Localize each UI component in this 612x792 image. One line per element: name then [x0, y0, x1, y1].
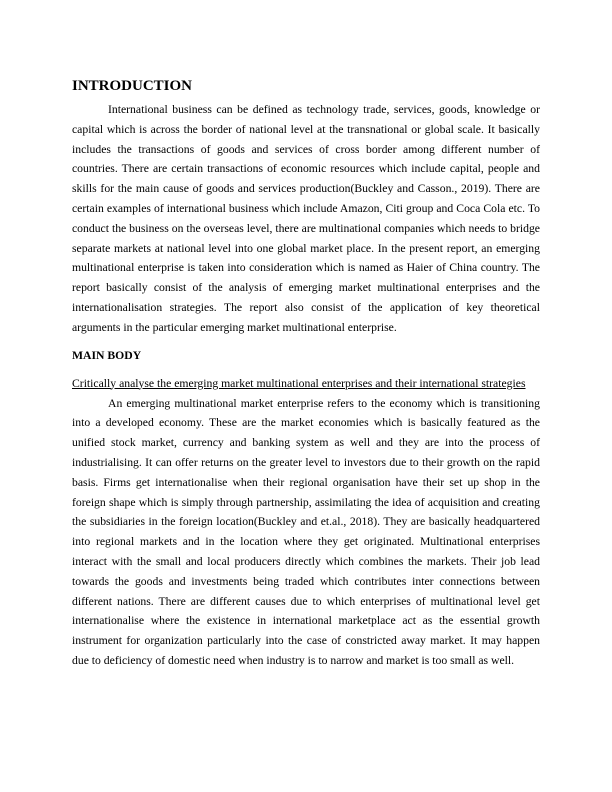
- document-page: [72, 76, 540, 671]
- main-body-heading: MAIN BODY: [72, 348, 142, 362]
- introduction-heading: INTRODUCTION: [72, 78, 193, 94]
- main-body-paragraph: An emerging multinational market enterprise refers to the economy which is transitioning into a developed economy. These are the market economies which is basically featured as the unified stock market, currency and banking system as well and they are into the process of industrialising. It can offer returns on the greater level to investors due to their growth on the rapid basis. Firms get internationalise when their regional organisation have their set up shop in the foreign shape which is simply through partnership, assimilating the idea of acquisition and creating the subsidiaries in the foreign location(Buckley and et.al., 2018). They are basically headquartered into regional markets and in the location where they get originated. Multinational enterprises interact with the small and local producers directly which combines the markets. Their job lead towards the goods and investments being traded which contributes inter connections between different nations. There are different causes due to which enterprises of multinational level get internationalise where the existence in international marketplace act as the essential growth instrument for organization particularly into the case of constricted away market. It may happen due to deficiency of domestic need when industry is to narrow and market is too small as well.: [72, 396, 540, 667]
- introduction-paragraph: International business can be defined as technology trade, services, goods, knowledge or capital which is across the border of national level at the transnational or global scale. It basically includes the transactions of goods and services of cross border among different number of countries. There are certain transactions of economic resources which include capital, people and skills for the main cause of goods and services production(Buckley and Casson., 2019). There are certain examples of international business which include Amazon, Citi group and Coca Cola etc. To conduct the business on the overseas level, there are multinational companies which needs to bridge separate markets at national level into one global market place. In the present report, an emerging multinational enterprise is taken into consideration which is named as Haier of China country. The report basically consist of the analysis of emerging market multinational enterprises and the internationalisation strategies. The report also consist of the application of key theoretical arguments in the particular emerging market multinational enterprise.: [72, 103, 540, 334]
- section-subheading: Critically analyse the emerging market multinational enterprises and their international strategies: [72, 376, 526, 390]
